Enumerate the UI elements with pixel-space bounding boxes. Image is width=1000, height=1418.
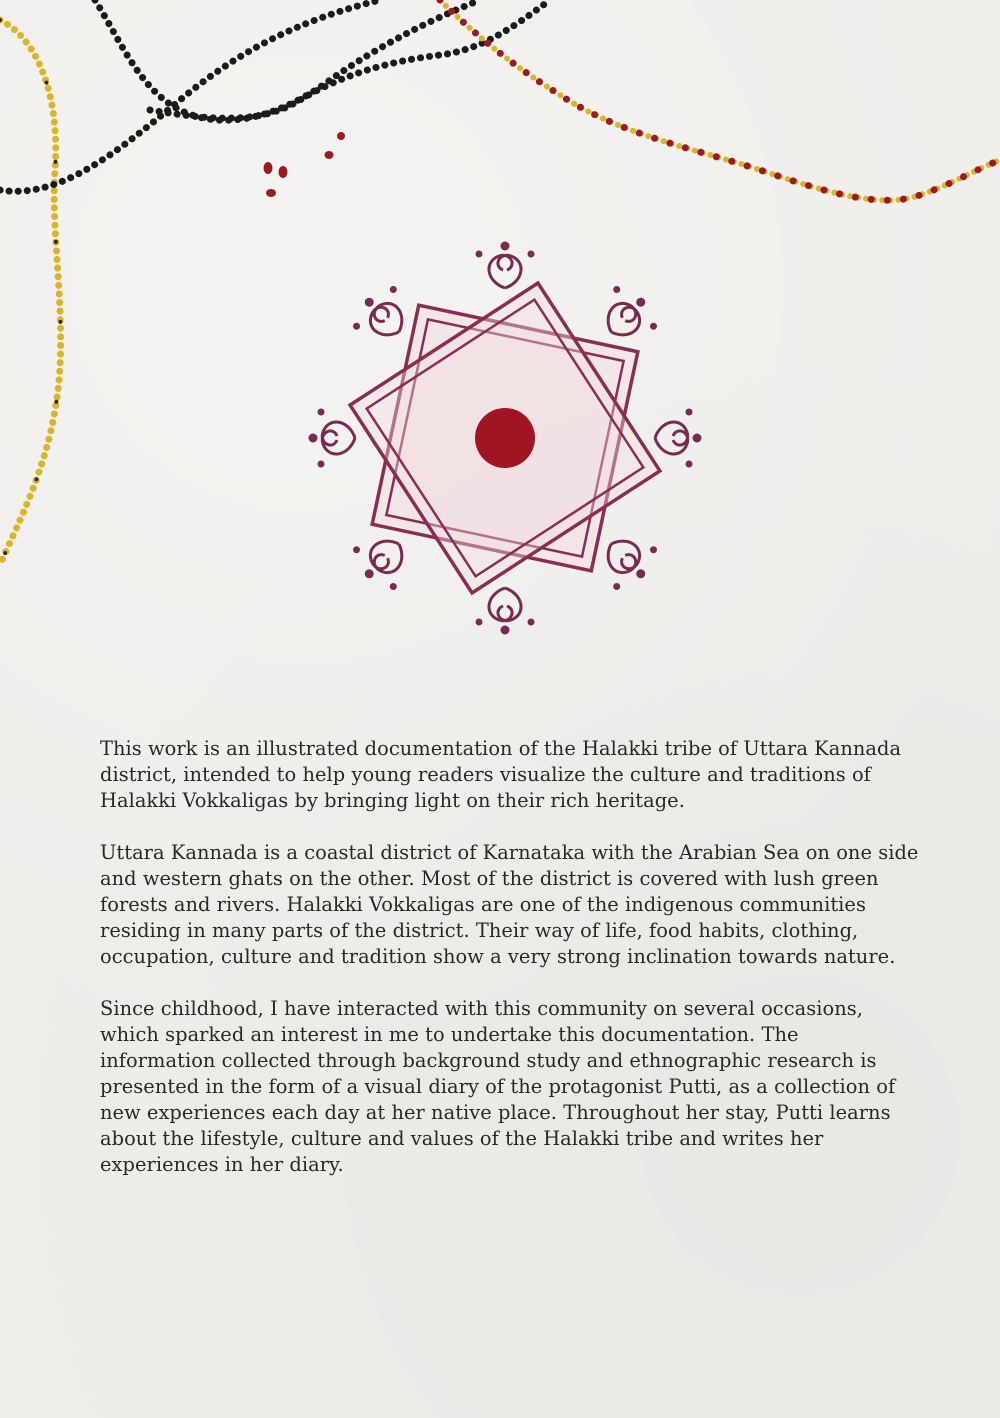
yellow-bead-string-accents [0, 20, 61, 560]
paragraph-motivation: Since childhood, I have interacted with this community on several occasions, which sparked an interest in me to undertake this documentation. The information collected through background study and ethnographic research is presented in the form of a visual diary of the protagonist Putti, as a collection of new experiences each day at her native place. Throughout her stay, Putti learns about the lifestyle, culture and values of the Halakki tribe and writes her experiences in her diary. [100, 997, 896, 1176]
paragraph-intro: This work is an illustrated documentation of the Halakki tribe of Uttara Kannada district, intended to help young readers visualize the culture and traditions of Halakki Vokkaligas by bringing light on their rich heritage. [100, 737, 902, 812]
star-rangoli-motif [300, 238, 710, 638]
red-bead [264, 162, 273, 174]
red-bead-accents [440, 0, 1000, 200]
paragraph-district: Uttara Kannada is a coastal district of Karnataka with the Arabian Sea on one side and western ghats on the other. Most of the district is covered with lush green forests and rivers. Halakki Vokkaligas are one of the indigenous communities residing in many parts of the district. Their way of life, food habits, clothing, occupation, culture and tradition show a very strong inclination towards nature. [100, 841, 919, 968]
body-text [100, 736, 920, 1204]
yellow-bead-string [0, 20, 61, 560]
red-bead [337, 132, 345, 140]
red-bead [266, 189, 276, 197]
black-bead-string-3 [150, 0, 550, 118]
red-bead [325, 151, 334, 159]
red-bead [279, 166, 288, 178]
red-yellow-bead-string [440, 0, 1000, 200]
center-dot [475, 408, 535, 468]
